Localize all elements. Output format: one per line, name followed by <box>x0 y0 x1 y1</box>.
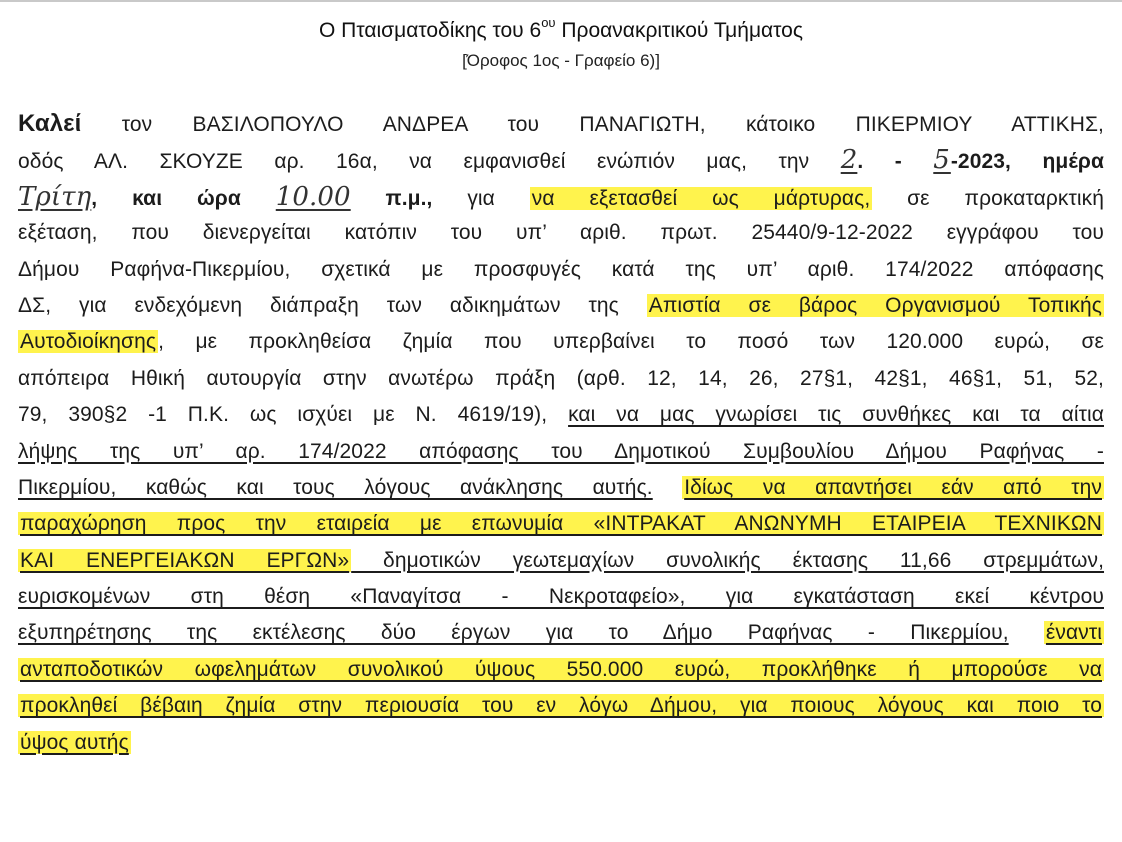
handwritten-day: 2 <box>840 145 858 176</box>
line-2: οδός ΑΛ. ΣΚΟΥΖΕ αρ. 16α, να εμφανισθεί ενώπιόν μας, την 2. - 5-2023, ημέρα <box>18 145 1104 176</box>
line-17: προκληθεί βέβαιη ζημία στην περιουσία του εν λόγω Δήμου, για ποιους λόγους και ποιο το <box>20 694 1102 718</box>
line-15: εξυπηρέτησης της εκτέλεσης δύο έργων για το Δήμο Ραφήνας - Πικερμίου, έναντι <box>18 621 1102 645</box>
line-7: Αυτοδιοίκησης, με προκληθείσα ζημία που υπερβαίνει το ποσό των 120.000 ευρώ, σε <box>20 330 1104 354</box>
line-4: εξέταση, που διενεργείται κατόπιν του υπ’ αριθ. πρωτ. 25440/9-12-2022 εγγράφου του <box>18 221 1104 245</box>
summons-body <box>18 106 1104 761</box>
year: -2023, <box>950 150 1011 174</box>
document-title: Ο Πταισματοδίκης του $6^{o\upsilon}$ Προανακριτικού Τμήματος <box>319 15 803 42</box>
line-1: Καλεί τον ΒΑΣΙΛΟΠΟΥΛΟ ΑΝΔΡΕΑ του ΠΑΝΑΓΙΩΤΗ, κάτοικο ΠΙΚΕΡΜΙΟΥ ΑΤΤΙΚΗΣ, <box>18 110 1104 137</box>
highlight-witness: να εξετασθεί ως μάρτυρας, <box>531 186 871 210</box>
kalei-word: Καλεί <box>18 110 82 137</box>
document-header <box>0 10 1122 74</box>
line-11: Πικερμίου, καθώς και τους λόγους ανάκλησης αυτής. Ιδίως να απαντήσει εάν από την <box>18 475 1102 499</box>
line-9: 79, 390§2 -1 Π.Κ. ως ισχύει με Ν. 4619/19), και να μας γνωρίσει τις συνθήκες και τα αίτια <box>18 403 1104 427</box>
handwritten-time: 10.00 <box>275 181 351 212</box>
handwritten-dayname: Τρίτη <box>18 181 92 212</box>
line-10: λήψης της υπ’ αρ. 174/2022 απόφασης του Δημοτικού Συμβουλίου Δήμου Ραφήνας - <box>18 439 1104 463</box>
line-3: Τρίτη, και ώρα 10.00 π.μ., για να εξετασθεί ως μάρτυρας, σε προκαταρκτική <box>18 181 1105 212</box>
line-6: ΔΣ, για ενδεχόμενη διάπραξη των αδικημάτων της Απιστία σε βάρος Οργανισμού Τοπικής <box>18 293 1103 317</box>
line-5: Δήμου Ραφήνα-Πικερμίου, σχετικά με προσφυγές κατά της υπ’ αριθ. 174/2022 απόφασης <box>18 257 1104 281</box>
line-13: ΚΑΙ ΕΝΕΡΓΕΙΑΚΩΝ ΕΡΓΩΝ» δημοτικών γεωτεμαχίων συνολικής έκτασης 11,66 στρεμμάτων, <box>20 548 1105 572</box>
highlight-offence: Απιστία σε βάρος Οργανισμού Τοπικής <box>648 293 1103 317</box>
top-border <box>0 0 1122 2</box>
office-location: [Όροφος 1ος - Γραφείο 6)] <box>462 51 660 70</box>
line-8: απόπειρα Ηθική αυτουργία στην ανωτέρω πράξη (αρθ. 12, 14, 26, 27§1, 42§1, 46§1, 51, 52, <box>18 366 1104 390</box>
handwritten-month: 5 <box>933 145 951 176</box>
line-14: ευρισκομένων στη θέση «Παναγίτσα - Νεκροταφείο», για εγκατάσταση εκεί κέντρου <box>18 585 1104 609</box>
line-12: παραχώρηση προς την εταιρεία με επωνυμία «ΙΝΤΡΑΚΑΤ ΑΝΩΝΥΜΗ ΕΤΑΙΡΕΙΑ ΤΕΧΝΙΚΩΝ <box>20 512 1102 536</box>
line-16: ανταποδοτικών ωφελημάτων συνολικού ύψους 550.000 ευρώ, προκλήθηκε ή μπορούσε να <box>20 657 1102 681</box>
line-18: ύψος αυτής <box>20 730 129 754</box>
